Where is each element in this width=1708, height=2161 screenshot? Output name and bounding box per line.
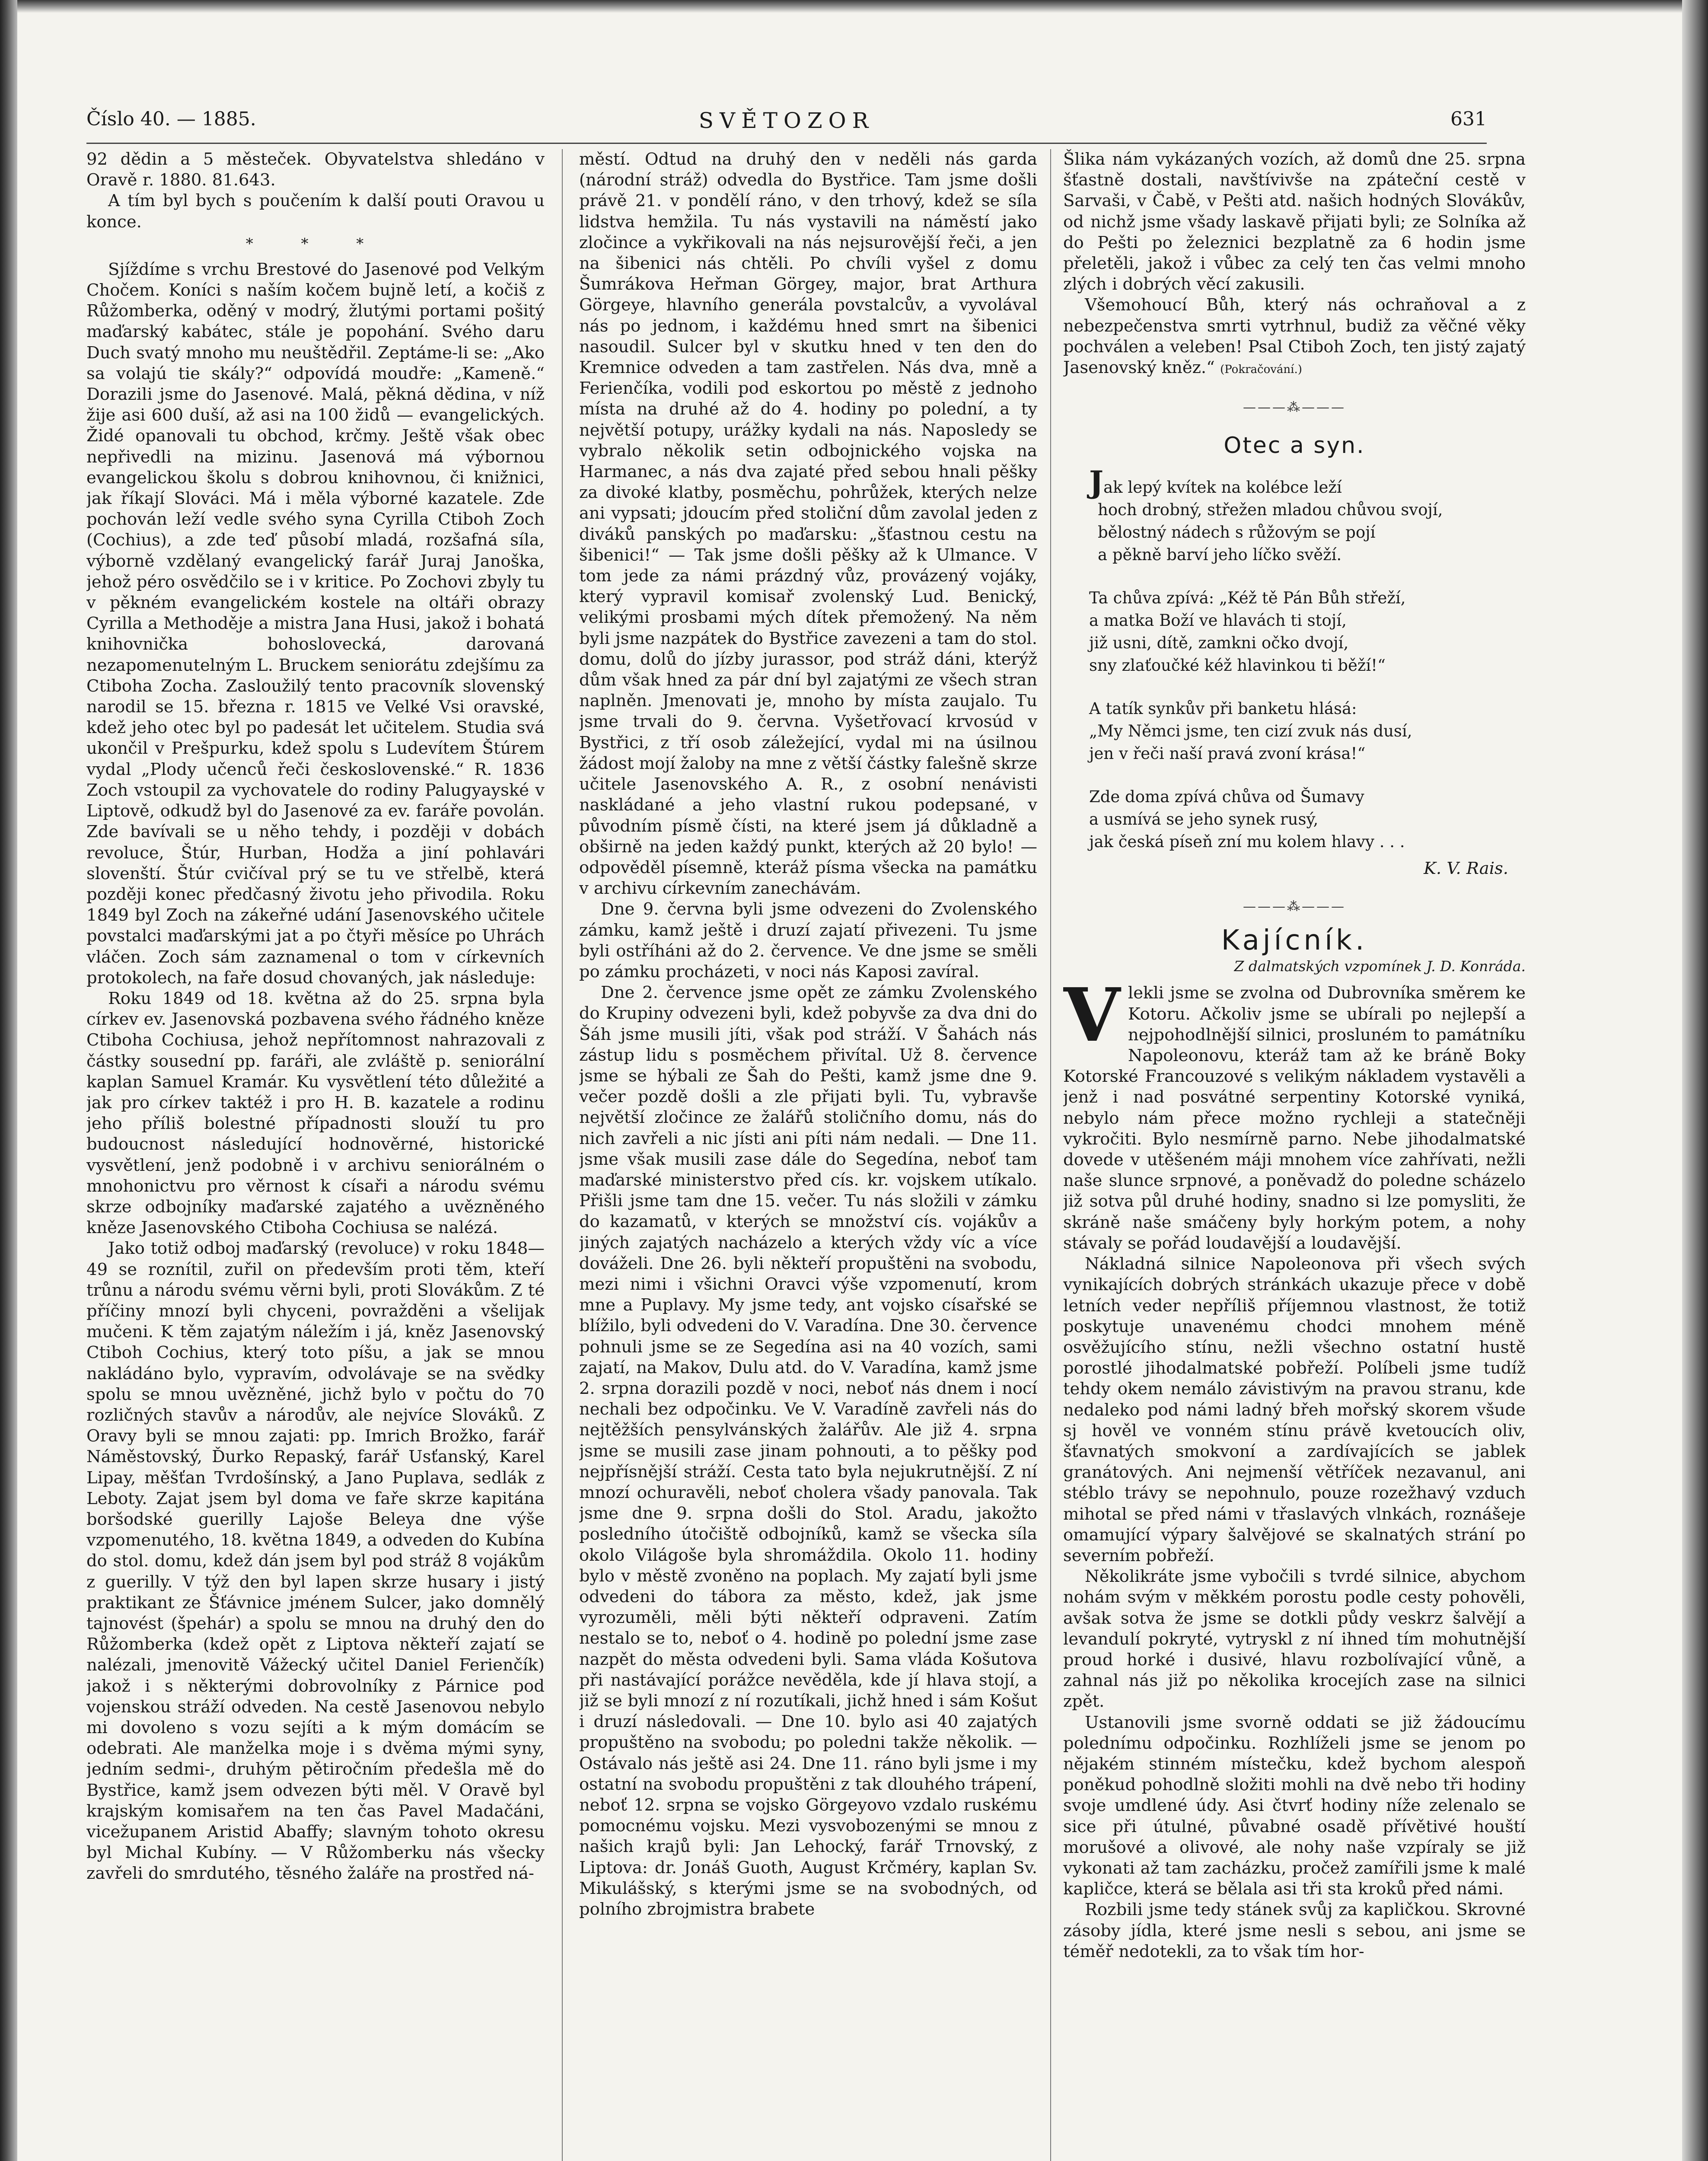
article-title: Kajícník. — [1221, 924, 1368, 957]
paragraph: Ustanovili jsme svorně oddati se již žádoucímu polednímu odpočinku. Rozhlíželi jsme se jenom po nějakém stinném místečku, kdež bychom alespoň poněkud pohodlně složiti mohli na dvě nebo tři hodiny svoje umdlené údy. Asi čtvrť hodiny níže zelenalo se sice při útulné, půvabné osadě přívětivé houští morušové a olivové, ale nohy naše vzpíraly se již vykonati až tam zacházku, pročež zamířili jsme k malé kapličce, která se bělala asi tři sta kroků před námi. — [1063, 1712, 1526, 1899]
poem-line: bělostný nádech s růžovým se pojí — [1098, 523, 1376, 542]
poem-line: a pěkně barví jeho líčko svěží. — [1098, 545, 1342, 564]
column-divider — [562, 149, 563, 2161]
issue-number: Číslo 40. — 1885. — [86, 108, 256, 130]
paragraph: Vlekli jsme se zvolna od Dubrovníka směrem ke Kotoru. Ačkoliv jsme se ubírali po nejlepší a nejpohodlnější silnici, prosluném to památníku Napoleonovu, kteráž tam až ke bráně Boky Kotorské Francouzové s velikým nákladem vystavěli a jenž i nad posvátné serpentiny Kotorské vyniká, nebylo nám přece možno rychleji a statečněji vykročiti. Bylo nesmírně parno. Nebe jihodalmatské dovede v utěšeném máji mnohem více zahřívati, nežli naše slunce srpnové, a poněvadž do poledne scházelo již sotva půl druhé hodiny, snadno si lze pomysliti, že skráně naše smáčeny byly horkým potem, a nohy stávaly se pořád loudavější a loudavější. — [1063, 972, 1526, 1253]
poem-line: a matka Boží ve hlavách ti stojí, — [1089, 611, 1347, 630]
paragraph: 92 dědin a 5 městeček. Obyvatelstva shledáno v Oravě r. 1880. 81.643. — [86, 150, 545, 190]
ornament-divider: ———⁂——— — [1243, 400, 1346, 415]
poem-line: Ta chůva zpívá: „Kéž tě Pán Bůh střeží, — [1089, 588, 1406, 607]
dropcap: J — [1089, 464, 1104, 500]
poem-line: sny zlaťoučké kéž hlavinkou ti běží!“ — [1089, 656, 1386, 675]
binding-gutter-left — [0, 0, 17, 2161]
paragraph — [1063, 295, 1526, 380]
paragraph: Dne 9. června byli jsme odvezeni do Zvolenského zámku, kamž ještě i druzí zajatí přivezeni. Tu jsme byli ostříháni až do 2. července. Ve dne jsme se směli po zámku procházeti, v noci nás Kaposi zavíral. — [579, 899, 1037, 982]
section-break-asterism: * * * — [245, 235, 386, 252]
poem-title: Otec a syn. — [1224, 433, 1365, 459]
scan-top-edge — [0, 0, 1708, 13]
poem-author: K. V. Rais. — [1424, 858, 1508, 878]
paragraph: městí. Odtud na druhý den v neděli nás garda (národní stráž) odvedla do Bystřice. Tam jsme došli právě 21. v pondělí ráno, v den trhový, kdež se síla lidstva hemžila. Tu nás vystavili na náměstí jako zločince a vykřikovali na nás nejsurovější řeči, a jen na šibenici nás chtěli. Po chvíli vyšel z domu Šumrákova Heřman Görgey, major, brat Arthura Görgeye, hlavního generála povstalcův, a vyvolával nás po jednom, i každému hned smrt na šibenici nasoudil. Sulcer byl v skutku hned v ten den do Kremnice odveden a tam zastřelen. Nás dva, mně a Ferienčíka, vodili pod eskortou po městě z jednoho místa na druhé až do 4. hodiny po polední, a ty největší potupy, urážky kydali na nás. Naposledy se vybralo několik setin odbojnického vojska na Harmanec, a nás dva zajaté před sebou hnali pěšky za divoké klatby, posměchu, pohrůžek, kterých nelze ani vypsati; jdoucím před stoliční dům zavolal jeden z diváků panských po maďarsku: „šťastnou cestu na šibenici!“ — Tak jsme došli pěšky až k Ulmance. V tom jede za námi prázdný vůz, provázený vojáky, který vypravil komisař zvolenský Lud. Benický, velikými prosbami mých dítek přemožený. Na něm byli jsme nazpátek do Bystřice zavezeni a tam do stol. domu, dolů do jízby jurassor, pod stráž dáni, kterýž dům však hned za pár dní byl zajatými ze všech stran naplněn. Jmenovati je, mnoho by místa zaujalo. Tu jsme trvali do 9. června. Vyšetřovací krvosúd v Bystřici, z tří osob záležející, vydal mi na úsilnou žádost mojí žaloby na mne z větší částky falešně skrze učitele Jasenovského A. R., z osobní nenávisti naskládané a jeho vlastní rukou podepsané, v původním písmě čísti, na které jsem já důkladně a obširně na jeden každý punkt, kterých až 20 bylo! — odpověděl písemně, kteráž písma všecka na památku v archivu církevním zanechávám. — [579, 150, 1037, 899]
header-rule — [86, 143, 1487, 144]
paragraph: A tím byl bych s poučením k další pouti Oravou u konce. — [86, 191, 545, 232]
paragraph: Jako totiž odboj maďarský (revoluce) v roku 1848—49 se roznítil, zuřil on především proti těm, kteří trůnu a národu svému věrni byli, proti Slovákům. Z té příčiny mnozí byli chyceni, povražděni a všelijak mučeni. K těm zajatým náležím i já, kněz Jasenovský Ctiboh Cochius, který toto píšu, a jak se mnou nakládáno bylo, vypravím, odvolávaje se na svědky spolu se mnou uvězněné, jichž bylo v počtu do 70 rozličných stavův a národův, ale nejvíce Slováků. Z Oravy byli se mnou zajati: pp. Imrich Brožko, farář Náměstovský, Ďurko Repaský, farář Usťanský, Karel Lipay, měšťan Tvrdošínský, a Jano Puplava, sedlák z Leboty. Zajat jsem byl doma ve faře skrze kapitána boršodské guerilly Lajoše Beleya dne výše vzpomenutého, 18. května 1849, a odveden do Kubína do stol. domu, kdež dán jsem byl pod stráž 8 vojákům z guerilly. V týž den byl lapen skrze husary i jistý praktikant ze Šťávnice jménem Sulcer, jako domnělý tajnovést (špehár) a spolu se mnou na druhý den do Růžomberka (kdež opět z Liptova někteří zajatí se nalézali, jmenovitě Vážecký učitel Daniel Ferienčík) jakož i s některými dobrovolníky z Párnice pod vojenskou stráží odveden. Na cestě Jasenovou nebylo mi dovoleno s vozu sejíti a k mým domácím se odebrati. Ale manželka moje i s dvěma mými syny, jedním sedmi-, druhým pětiročním předešla mě do Bystřice, kamž jsem odvezen býti měl. V Oravě byl krajským komisařem na ten čas Pavel Madačáni, vicežupanem Aristid Abaffy; slavným tohoto okresu byl Michal Kubíny. — V Růžomberku nás všecky zavřeli do smrdutého, těsného žaláře na prostřed ná- — [86, 1239, 545, 1884]
poem-line: jen v řeči naší pravá zvoní krása!“ — [1089, 744, 1366, 763]
poem-line: „My Němci jsme, ten cizí zvuk nás dusí, — [1089, 721, 1412, 740]
poem-line: Jak lepý kvítek na kolébce leží — [1089, 464, 1342, 500]
poem-stanza — [1089, 587, 1526, 677]
paragraph: Dne 2. července jsme opět ze zámku Zvolenského do Krupiny odvezeni byli, kdež pobyvše za dva dni do Šáh jsme musili jíti, však pod stráží. V Šahách nás zástup lidu s posměchem přivítal. Už 8. července jsme se hýbali ze Šah do Pešti, kamž jsme dne 9. večer pozdě došli a zle přijati byli. Tu, vybravše největší zločince ze žalářů stoličního domu, nás do nich zavřeli a nic jísti ani píti nám nedali. — Dne 11. jsme však musili zase dále do Segedína, neboť tam maďarské ministerstvo před cís. kr. vojskem utíkalo. Přišli jsme tam dne 15. večer. Tu nás složili v zámku do kazamatů, v kterých se množství cís. vojákův a jiných zajatých nacházelo a kterých vždy víc a více dováželi. Dne 26. byli někteří propuštěni na svobodu, mezi nimi i všichni Oravci výše vzpomenutí, krom mne a Puplavy. My jsme tedy, ant vojsko císařské se blížilo, byli odvedeni do V. Varadína. Dne 30. července pohnuli jsme se ze Segedína asi na 40 vozích, sami zajatí, na Makov, Dulu atd. do V. Varadína, kamž jsme 2. srpna dorazili pozdě v noci, neboť nás dnem i nocí nechali bez odpočinku. Ve V. Varadíně zavřeli nás do nejtěžších pensylvánských žalářův. Ale již 4. srpna jsme se musili zase jinam pohnouti, a to pěšky pod nejpřísnější stráží. Cesta tato byla nejukrutnější. Z ní mnozí ochuravěli, neboť cholera všady panovala. Tak jsme dne 9. srpna došli do Stol. Aradu, jakožto posledního útočiště odbojníků, kamž se všecka síla okolo Világoše byla shromáždila. Okolo 11. hodiny bylo v městě zvoněno na poplach. My zajatí byli jsme odvedeni do tábora za město, kdež, jak jsme vyrozuměli, měli býti někteří odpraveni. Zatím nestalo se to, neboť o 4. hodině po polední jsme zase nazpět do města odvedeni byli. Sama vláda Košutova při nastávající porážce nevěděla, kde jí hlava stojí, a již se byli mnozí z ní rozutíkali, jichž hned i sám Košut i druzí následovali. — Dne 10. bylo asi 40 zajatých propuštěno na svobodu; po poledni takže několik. — Ostávalo nás ještě asi 24. Dne 11. ráno byli jsme i my ostatní na svobodu propuštěni z tak dlouhého trápení, neboť 12. srpna se vojsko Görgeyovo vzdalo ruskému pomocnému vojsku. Mezi vysvobozenými se mnou z našich krajů byli: Jan Lehocký, farář Trnovský, z Liptova: dr. Jonáš Guoth, August Krčméry, kaplan Sv. Mikulášský, s kterými jsme se na svobodných, od polního zbrojmistra brabete — [579, 983, 1037, 1919]
paragraph: Sjíždíme s vrchu Brestové do Jasenové pod Velkým Chočem. Koníci s naším kočem bujně letí, a kočiš z Růžomberka, oděný v modrý, žlutými portami pošitý maďarský kabátec, stále je popohání. Svého daru Duch svatý mnoho mu neuštědřil. Zeptáme-li se: „Ako sa volajú tie skály?“ odpovídá moudře: „Kameně.“ Dorazili jsme do Jasenové. Malá, pěkná dědina, v níž žije asi 600 duší, až asi na 100 židů — evangelických. Židé opanovali tu obchod, krčmy. Ještě však obec nepřivedli na mizinu. Jasenová má výbornou evangelickou školu s dobrou knihovnou, či knižnici, jak říkají Slováci. Má i měla výborné kazatele. Zde pochován leží vedle svého syna Cyrilla Ctiboh Zoch (Cochius), a zde teď působí mladá, rozšafná síla, výborně vzdělaný evangelický farář Juraj Janoška, jehož péro osvědčilo se i v kritice. Po Zochovi zbyly tu v pěkném evangelickém kostele na oltáři obrazy Cyrilla a Methoděje a mistra Jana Husi, jakož i bohatá knihovnička bohoslovecká, darovaná nezapomenutelným L. Bruckem seniorátu zdejšímu za Ctiboha Zocha. Zasloužilý tento pracovník slovenský narodil se 15. března r. 1815 ve Velké Vsi oravské, kdež jeho otec byl po padesát let učitelem. Studia svá ukončil v Prešpurku, kdež spolu s Ludevítem Štúrem vydal „Plody učenců řeči československé.“ R. 1836 Zoch vstoupil za vychovatele do rodiny Palugyayské v Liptově, odkudž byl do Jasenové za ev. faráře povolán. Zde bavívali se u něho tehdy, i později v dobách revoluce, Štúr, Hurban, Hodža a jiní pohlavári slovenští. Štúr cvičíval prý se tu ve střelbě, která později konec předčasný životu jeho přivodila. Roku 1849 byl Zoch na zákeřné udání Jasenovského učitele povstalci maďarskými jat a po čtyři měsíce po Uhrách vláčen. Zoch sám zaznamenal o tom v církevních protokolech, na faře dosud chovaných, jak následuje: — [86, 259, 545, 988]
paragraph-text: Všemohoucí Bůh, který nás ochraňoval a z nebezpečenstva smrti vytrhnul, budiž za věčné věky pochválen a veleben! Psal Ctiboh Zoch, ten jistý zajatý Jasenovský kněz.“ — [1063, 295, 1526, 378]
dropcap: V — [1063, 972, 1120, 1059]
binding-gutter-right — [1682, 0, 1708, 2161]
column-3 — [1063, 149, 1526, 2161]
poem-stanza — [1089, 786, 1526, 853]
poem-stanza — [1089, 698, 1526, 765]
poem-line: A tatík synkův při banketu hlásá: — [1089, 699, 1357, 718]
column-2 — [579, 149, 1037, 2161]
poem-line: hoch drobný, střežen mladou chůvou svojí, — [1098, 500, 1443, 519]
paragraph: Nákladná silnice Napoleonova při všech svých vynikajících dobrých stránkách ukazuje přece v době letních veder nepříliš příjemnou vlastnost, že totiž poskytuje unavenému chodci mnohem méně osvěžujícího stínu, nežli všechno ostatní hustě porostlé jihodalmatské pobřeží. Políbeli jsme tudíž tehdy okem nemálo závistivým na pravou stranu, kde nedaleko pod námi ladný břeh mořský skorem všude sj hověl ve vonném stínu právě kvetoucích oliv, šťavnatých smokvoní a zardívajících se jablek granátových. Ani nejmenší větříček nezavanul, ani stéblo trávy se nepohnulo, pouze rozežhavý vzduch mihotal se před námi v třaslavých vlnkách, roznášeje omamující výpary šalvějové se skalnatých strání po severním pobřeží. — [1063, 1254, 1526, 1565]
column-divider — [1050, 149, 1051, 2161]
journal-title: SVĚTOZOR — [698, 108, 875, 133]
poem-stanza — [1089, 464, 1526, 566]
paragraph: Šlika nám vykázaných vozích, až domů dne 25. srpna šťastně dostali, navštívivše na zpáteční cestě v Sarvaši, v Čabě, v Pešti atd. našich hodných Slovákův, od nichž jsme všady laskavě přijati byli; ze Solníka až do Pešti po železnici bezplatně za 6 hodin jsme přeletěli, jakož i vůbec za celý ten čas velmi mnoho zlých i dobrých věcí zakusili. — [1063, 150, 1526, 294]
article-subtitle: Z dalmatských vzpomínek J. D. Konráda. — [1234, 958, 1526, 975]
paragraph: Roku 1849 od 18. května až do 25. srpna byla církev ev. Jasenovská pozbavena svého řádného kněze Ctiboha Cochiusa, jehož nepřítomnost nahrazovali z částky sousední pp. faráři, ale zvláště p. seniorální kaplan Samuel Kramár. Ku vysvětlení této důležité a jak pro církev taktéž i pro H. B. kazatele a rodinu jeho příliš bolestné případnosti slouží tu pro budoucnost následující hodnověrné, historické vysvětlení, jenž podobně i v archivu seniorálném o mnohonictvu pro věrnost k císaři a národu svému skrze odbojníky maďarské zajatého a uvězněného kněze Jasenovského Ctiboha Cochiusa se nalézá. — [86, 988, 545, 1238]
poem-line: již usni, dítě, zamkni očko dvojí, — [1089, 633, 1349, 652]
running-header — [86, 108, 1487, 134]
paragraph: Rozbili jsme tedy stánek svůj za kapličkou. Skrovné zásoby jídla, které jsme nesli s sebou, ani jsme se téměř nedotekli, za to však tím hor- — [1063, 1900, 1526, 1961]
continuation-note: (Pokračování.) — [1220, 363, 1302, 376]
poem-line: Zde doma zpívá chůva od Šumavy — [1089, 787, 1364, 806]
ornament-divider: ———⁂——— — [1243, 899, 1346, 914]
column-1 — [86, 149, 545, 2161]
page-number: 631 — [1450, 108, 1487, 130]
paragraph: Několikráte jsme vybočili s tvrdé silnice, abychom nohám svým v měkkém porostu podle cesty pohověli, avšak sotva že jsme se dotkli půdy veskrz šalvějí a levandulí pokryté, vytryskl z ní ihned tím mohutnější proud horké i dusivé, hlavu rozbolívající vůně, a zahnal nás již po několika krocejích zase na silnici zpět. — [1063, 1567, 1526, 1712]
poem-line: jak česká píseň zní mu kolem hlavy . . . — [1089, 832, 1405, 851]
poem-line: a usmívá se jeho synek rusý, — [1089, 810, 1319, 829]
